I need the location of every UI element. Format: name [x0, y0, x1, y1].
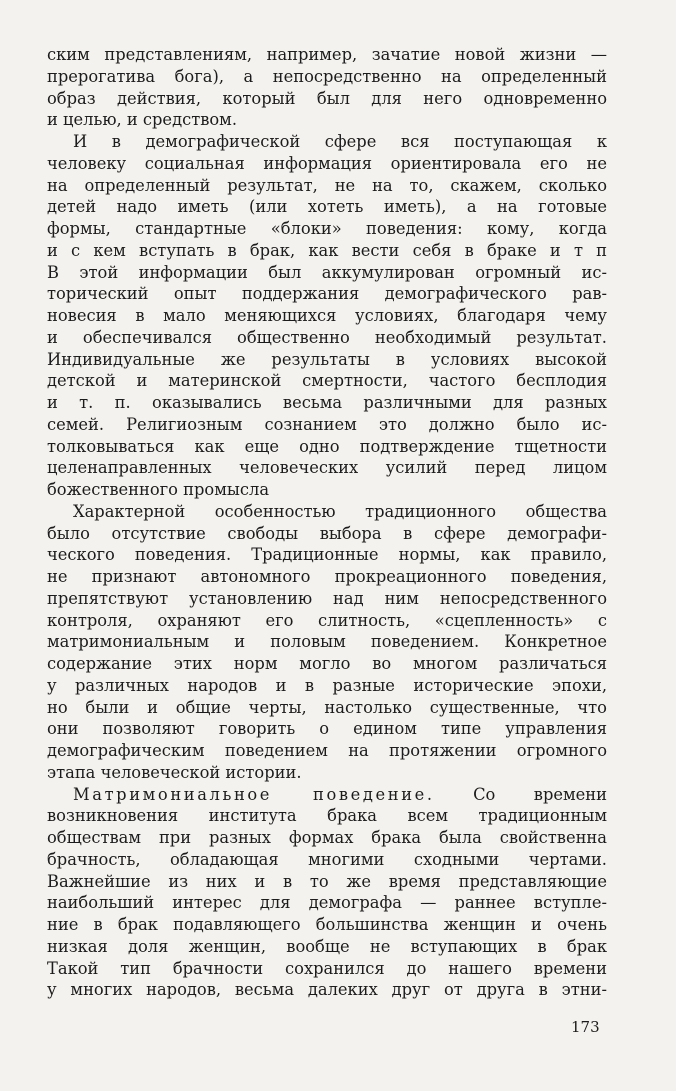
section-heading-line: [47, 784, 607, 806]
text-line: формы, стандартные «блоки» поведения: кому, когда: [47, 219, 607, 238]
text-line: торический опыт поддержания демографического рав-: [47, 284, 607, 304]
text-line: не признают автономного прокреационного поведения,: [47, 567, 607, 586]
text-line: наибольший интерес для демографа — раннее вступле-: [47, 893, 607, 913]
text-line: брачность, обладающая многими сходными чертами.: [47, 849, 607, 869]
page-body-text: [47, 44, 607, 1001]
text-line: ским представлениям, например, зачатие новой жизни —: [47, 45, 607, 64]
text-line: божественного промысла: [47, 480, 270, 499]
section-heading-continuation: Со времени: [434, 784, 607, 804]
text-line: целенаправленных человеческих усилий перед лицом: [47, 458, 607, 478]
text-line: Такой тип брачности сохранился до нашего времени: [47, 958, 607, 978]
text-line: детей надо иметь (или хотеть иметь), а на готовые: [47, 197, 607, 217]
paragraph-start-line: Характерной особенностью традиционного общества: [73, 501, 607, 521]
text-line: Важнейшие из них и в то же время представляющие: [47, 871, 607, 891]
text-line: обществам при разных формах брака была свойственна: [47, 828, 607, 847]
text-line: толковываться как еще одно подтверждение тщетности: [47, 436, 607, 456]
text-line: и с кем вступать в брак, как вести себя в браке и т п: [47, 240, 607, 260]
text-line: ческого поведения. Традиционные нормы, как правило,: [47, 545, 607, 565]
text-line: В этой информации был аккумулирован огромный ис-: [47, 262, 607, 282]
text-line: детской и материнской смертности, частого бесплодия: [47, 371, 607, 391]
page-number: 173: [571, 1018, 600, 1036]
text-line: Индивидуальные же результаты в условиях высокой: [47, 349, 607, 369]
text-line: контроля, охраняют его слитность, «сцепленность» с: [47, 610, 607, 630]
text-line: этапа человеческой истории.: [47, 762, 302, 782]
text-line: и целью, и средством.: [47, 110, 238, 130]
text-line: на определенный результат, не на то, скажем, сколько: [47, 175, 607, 195]
text-line: но были и общие черты, настолько существенные, что: [47, 697, 607, 717]
text-line: у многих народов, весьма далеких друг от друга в этни-: [47, 980, 607, 1000]
text-line: было отсутствие свободы выбора в сфере демографи-: [47, 523, 607, 543]
text-line: и т. п. оказывались весьма различными для разных: [47, 393, 607, 412]
paragraph-start-line: И в демографической сфере вся поступающая к: [73, 132, 607, 151]
text-line: человеку социальная информация ориентировала его не: [47, 153, 607, 173]
text-line: семей. Религиозным сознанием это должно было ис-: [47, 414, 607, 434]
text-line: матримониальным и половым поведением. Конкретное: [47, 632, 607, 652]
text-line: они позволяют говорить о едином типе управления: [47, 719, 607, 739]
text-line: и обеспечивался общественно необходимый результат.: [47, 327, 607, 347]
text-line: образ действия, который был для него одновременно: [47, 88, 607, 108]
section-run-in-heading: Матримониальное поведение.: [73, 784, 435, 804]
text-line: возникновения института брака всем традиционным: [47, 806, 607, 826]
text-line: ние в брак подавляющего большинства женщин и очень: [47, 915, 607, 934]
text-line: низкая доля женщин, вообще не вступающих в брак: [47, 936, 607, 956]
text-line: новесия в мало меняющихся условиях, благодаря чему: [47, 306, 607, 325]
text-line: у различных народов и в разные исторические эпохи,: [47, 675, 607, 695]
text-line: содержание этих норм могло во многом различаться: [47, 654, 607, 673]
text-line: препятствуют установлению над ним непосредственного: [47, 588, 607, 608]
text-line: демографическим поведением на протяжении огромного: [47, 741, 607, 760]
text-line: прерогатива бога), а непосредственно на определенный: [47, 66, 607, 86]
